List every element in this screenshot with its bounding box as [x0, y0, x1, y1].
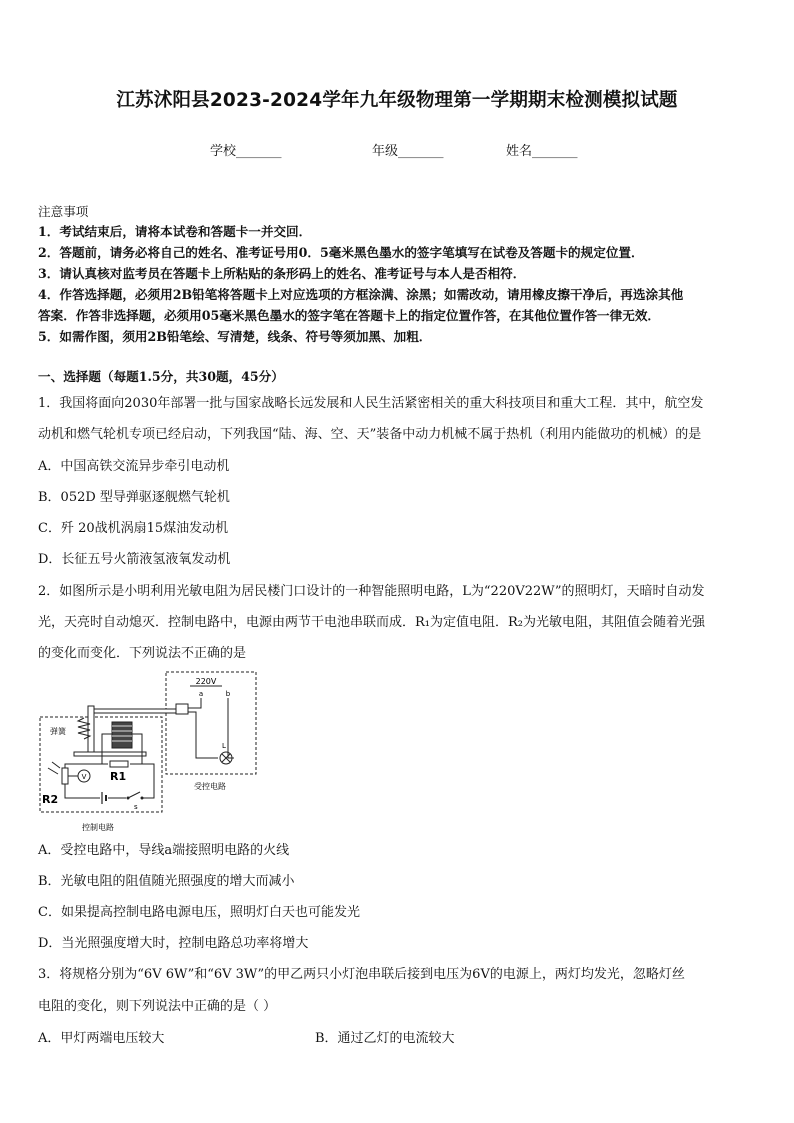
label-S: s: [134, 803, 138, 811]
q2-option-a: A．受控电路中，导线a端接照明电路的火线: [38, 843, 290, 858]
q3-stem-line1: 3．将规格分别为“6V 6W”和“6V 3W”的甲乙两只小灯泡串联后接到电压为6V的电源上，两灯均发光，忽略灯丝: [38, 967, 685, 982]
circuit-figure: [38, 668, 268, 836]
note-item: 答案．作答非选择题，必须用05毫米黑色墨水的签字笔在答题卡上的指定位置作答，在其他位置作答一律无效．: [38, 308, 661, 323]
note-item: 1．考试结束后，请将本试卷和答题卡一并交回．: [38, 224, 312, 239]
q2-stem-line1: 2．如图所示是小明利用光敏电阻为居民楼门口设计的一种智能照明电路，L为“220V22W”的照明灯，天暗时自动发: [38, 584, 705, 599]
label-R1: R1: [110, 770, 127, 783]
label-controlled-circuit: 受控电路: [194, 782, 226, 791]
note-item: 5．如需作图，须用2B铅笔绘、写清楚，线条、符号等须加黑、加粗．: [38, 329, 432, 344]
q1-stem-line1: 1．我国将面向2030年部署一批与国家战略长远发展和人民生活紧密相关的重大科技项目和重大工程．其中，航空发: [38, 396, 704, 411]
label-b: b: [225, 690, 231, 698]
q3-option-a: A．甲灯两端电压较大: [38, 1031, 165, 1046]
q1-option-a: A．中国高铁交流异步牵引电动机: [38, 459, 230, 474]
q1-option-b: B．052D 型导弹驱逐舰燃气轮机: [38, 490, 230, 505]
q2-option-c: C．如果提高控制电路电源电压，照明灯白天也可能发光: [38, 905, 360, 920]
label-control-circuit: 控制电路: [82, 823, 114, 832]
q1-stem-line2: 动机和燃气轮机专项已经启动，下列我国“陆、海、空、天”装备中动力机械不属于热机（利用内能做功的机械）的是: [38, 427, 702, 442]
notes-heading: 注意事项: [38, 204, 89, 219]
label-V: V: [81, 773, 87, 781]
q3-option-b: B．通过乙灯的电流较大: [315, 1031, 455, 1046]
school-field: 学校_______: [210, 144, 282, 159]
q2-stem-line2: 光，天亮时自动熄灭．控制电路中，电源由两节干电池串联而成．R₁为定值电阻．R₂为光敏电阻，其阻值会随着光强: [38, 615, 705, 630]
section-heading: 一、选择题（每题1.5分，共30题，45分）: [38, 369, 284, 384]
note-item: 2．答题前，请务必将自己的姓名、准考证号用0．5毫米黑色墨水的签字笔填写在试卷及答题卡的规定位置．: [38, 245, 644, 260]
controlled-circuit-box: [166, 672, 256, 774]
note-item: 4．作答选择题，必须用2B铅笔将答题卡上对应选项的方框涂满、涂黑；如需改动，请用橡皮擦干净后，再选涂其他: [38, 287, 684, 302]
label-220v: 220V: [195, 677, 217, 686]
q2-option-d: D．当光照强度增大时，控制电路总功率将增大: [38, 936, 309, 951]
note-item: 3．请认真核对监考员在答题卡上所粘贴的条形码上的姓名、准考证号与本人是否相符．: [38, 266, 526, 281]
name-field: 姓名_______: [506, 144, 578, 159]
switch-icon: [128, 792, 140, 798]
q2-option-b: B．光敏电阻的阻值随光照强度的增大而减小: [38, 874, 295, 889]
q1-option-c: C．歼 20战机涡扇15煤油发动机: [38, 521, 229, 536]
q2-stem-line3: 的变化而变化．下列说法不正确的是: [38, 646, 247, 661]
q3-stem-line2: 电阻的变化，则下列说法中正确的是（ ）: [38, 999, 277, 1014]
label-a: a: [198, 690, 204, 698]
label-L: L: [222, 742, 226, 750]
exam-title: 江苏沭阳县2023-2024学年九年级物理第一学期期末检测模拟试题: [116, 90, 678, 111]
q1-option-d: D．长征五号火箭液氢液氧发动机: [38, 552, 231, 567]
label-spring: 弹簧: [50, 727, 66, 736]
grade-field: 年级_______: [372, 144, 444, 159]
label-R2: R2: [42, 793, 59, 806]
